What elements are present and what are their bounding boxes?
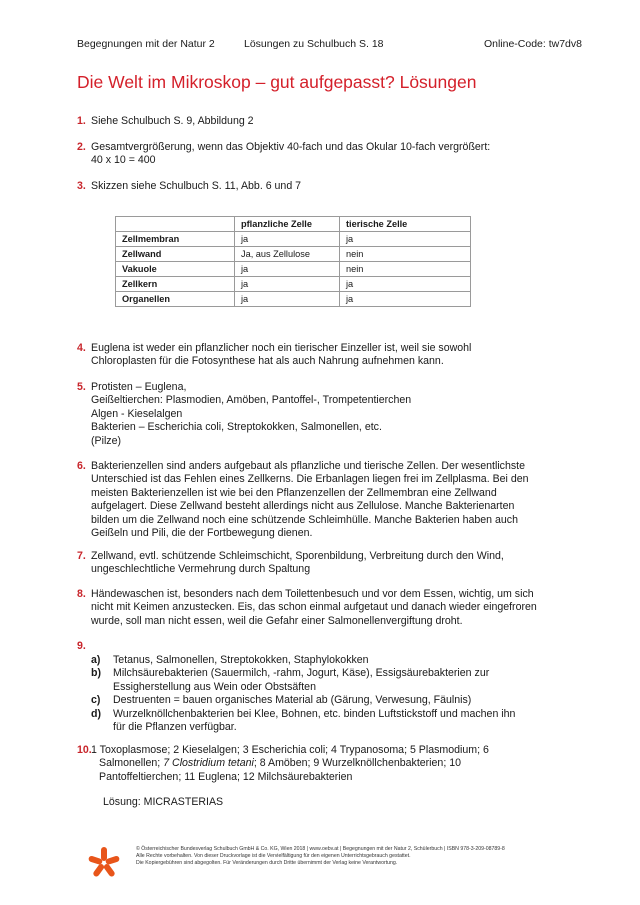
answer-2 (77, 141, 580, 168)
table-cell: ja (235, 292, 340, 307)
page-title: Die Welt im Mikroskop – gut aufgepasst? Lösungen (77, 72, 477, 92)
table-row (116, 262, 471, 277)
answer-text-line: Protisten – Euglena, (91, 381, 187, 393)
answer-number: 4. (77, 342, 86, 354)
answer-text-line: Bakterien – Escherichia coli, Streptokokken, Salmonellen, etc. (91, 421, 382, 434)
table-row-label: Zellkern (116, 277, 235, 292)
answer-number: 5. (77, 381, 86, 393)
answer-number: 8. (77, 588, 86, 600)
table-row (116, 292, 471, 307)
answer-number: 2. (77, 141, 86, 153)
answer-4 (77, 342, 580, 369)
answer-text-line: Essigherstellung aus Wein oder Obstsäften (113, 680, 316, 693)
answer-text-line: Destruenten = bauen organisches Material ab (Gärung, Verwesung, Fäulnis) (113, 694, 472, 707)
answer-8 (77, 588, 580, 628)
footer-line: Die Kopiergebühren sind abgegolten. Für Veränderungen durch Dritte übernimmt der Verlag keine Verantwortung. (136, 860, 398, 866)
answer-9 (77, 640, 580, 734)
answer-text-line: Pantoffeltierchen; 11 Euglena; 12 Milchsäurebakterien (99, 770, 353, 783)
table-cell: nein (340, 262, 471, 277)
answer-text-line: für die Pflanzen verfügbar. (113, 721, 237, 734)
table-header-cell: tierische Zelle (340, 217, 471, 232)
answer-7 (77, 550, 580, 577)
answer-9a (91, 654, 580, 667)
table-cell: ja (340, 292, 471, 307)
answer-number: 1. (77, 115, 86, 127)
table-cell: nein (340, 247, 471, 262)
table-row-label: Organellen (116, 292, 235, 307)
answer-text-line: 1 Toxoplasmose; 2 Kieselalgen; 3 Escherichia coli; 4 Trypanosoma; 5 Plasmodium; 6 (91, 744, 489, 756)
header-page-ref: Lösungen zu Schulbuch S. 18 (244, 38, 384, 50)
table-cell: ja (235, 262, 340, 277)
answer-number: 9. (77, 640, 86, 652)
answer-text-line: Algen - Kieselalgen (91, 407, 183, 420)
answer-10 (77, 744, 580, 784)
table-row (116, 247, 471, 262)
answer-9d (91, 708, 580, 735)
table-cell: Ja, aus Zellulose (235, 247, 340, 262)
answer-text: Skizzen siehe Schulbuch S. 11, Abb. 6 und 7 (91, 180, 302, 192)
answer-text: Siehe Schulbuch S. 9, Abbildung 2 (91, 115, 254, 127)
table-row-label: Vakuole (116, 262, 235, 277)
italic-term: 7 Clostridium tetani (163, 757, 254, 770)
answer-text-line: meisten Bakterienzellen ist wie bei den Pflanzenzellen der Zellmembran eine Zellwand (91, 486, 497, 499)
answer-text-line: Geißeltierchen: Plasmodien, Amöben, Pantoffel-, Trompetentierchen (91, 394, 412, 407)
footer-copyright (136, 846, 505, 867)
table-cell: ja (235, 277, 340, 292)
answer-number: 3. (77, 180, 86, 192)
sub-label: d) (91, 707, 101, 720)
answer-text-line: Bakterienzellen sind anders aufgebaut als pflanzliche und tierische Zellen. Der wesentlichste (91, 460, 526, 472)
footer-line: © Österreichischer Bundesverlag Schulbuch GmbH & Co. KG, Wien 2018 | www.oebv.at | Begegnungen mit der Natur 2, Schülerbuch | ISBN 978-3-209-08789-8 (136, 846, 505, 852)
table-cell: ja (340, 232, 471, 247)
footer-line: Alle Rechte vorbehalten. Von dieser Druckvorlage ist die Vervielfältigung für den eigenen Unterrichtsgebrauch gestattet. (136, 853, 411, 859)
table-row (116, 277, 471, 292)
answer-text-line: Chloroplasten für die Fotosynthese hat als auch Nahrung aufnehmen kann. (91, 355, 444, 368)
answer-number: 10. (77, 744, 92, 756)
cell-comparison-table (115, 216, 471, 307)
answer-text-line: bilden um die Zellwand noch eine schützende Schleimhülle. Manche Bakterien haben auch (91, 513, 518, 526)
answer-text-line: 40 x 10 = 400 (91, 154, 156, 167)
answer-text-line: Salmonellen; 7 Clostridium tetani; 8 Amöben; 9 Wurzelknöllchenbakterien; 10 (99, 757, 461, 770)
answer-text-line: Zellwand, evtl. schützende Schleimschicht, Sporenbildung, Verbreitung durch den Wind, (91, 550, 504, 562)
table-cell: ja (340, 277, 471, 292)
answer-number: 6. (77, 460, 86, 472)
answer-text-line: ungeschlechtliche Vermehrung durch Spaltung (91, 563, 311, 576)
answer-text-line: nicht mit Keimen anzustecken. Eis, das schon einmal aufgetaut und danach wieder eingefroren (91, 601, 537, 614)
answer-number: 7. (77, 550, 86, 562)
sub-label: a) (91, 654, 101, 666)
table-row-label: Zellmembran (116, 232, 235, 247)
answer-9b (91, 667, 580, 694)
answer-text-line: Milchsäurebakterien (Sauermilch, -rahm, Jogurt, Käse), Essigsäurebakterien zur (113, 667, 490, 680)
answer-3 (77, 180, 580, 193)
answer-text-line: Tetanus, Salmonellen, Streptokokken, Staphylokokken (113, 654, 369, 666)
answer-1 (77, 115, 580, 128)
answer-text-line: Euglena ist weder ein pflanzlicher noch ein tierischer Einzeller ist, weil sie sowohl (91, 342, 472, 354)
answer-text-line: (Pilze) (91, 434, 122, 447)
answer-text-line: Unterschied ist das Fehlen eines Zellkerns. Die Erbanlagen liegen frei im Zellplasma. Bei den (91, 473, 529, 486)
table-row-label: Zellwand (116, 247, 235, 262)
table-header-cell: pflanzliche Zelle (235, 217, 340, 232)
table-header-cell (116, 217, 235, 232)
answer-text-line: aufgelagert. Diese Zellwand besteht allerdings nicht aus Zellulose. Manche Bakterienarten (91, 500, 515, 513)
table-row (116, 232, 471, 247)
answer-5 (77, 381, 580, 448)
publisher-logo-icon (86, 845, 122, 881)
answer-text-line: Geißeln und Pili, die der Fortbewegung dienen. (91, 527, 313, 540)
header-book-title: Begegnungen mit der Natur 2 (77, 38, 215, 50)
answer-text-line: wurde, soll man nicht essen, weil die Gefahr einer Salmonellenvergiftung droht. (91, 614, 463, 627)
answer-text-line: Gesamtvergrößerung, wenn das Objektiv 40-fach und das Okular 10-fach vergrößert: (91, 141, 491, 153)
header-online-code: Online-Code: tw7dv8 (483, 38, 582, 50)
sub-label: b) (91, 667, 101, 680)
sub-label: c) (91, 694, 101, 707)
answer-6 (77, 460, 580, 540)
answer-text-line: Wurzelknöllchenbakterien bei Klee, Bohnen, etc. binden Luftstickstoff und machen ihn (113, 707, 516, 720)
solution-word: Lösung: MICRASTERIAS (103, 796, 224, 808)
answer-9c (91, 694, 580, 707)
table-cell: ja (235, 232, 340, 247)
table-header-row (116, 217, 471, 232)
answer-text-line: Händewaschen ist, besonders nach dem Toilettenbesuch und vor dem Essen, wichtig, um sich (91, 588, 534, 600)
